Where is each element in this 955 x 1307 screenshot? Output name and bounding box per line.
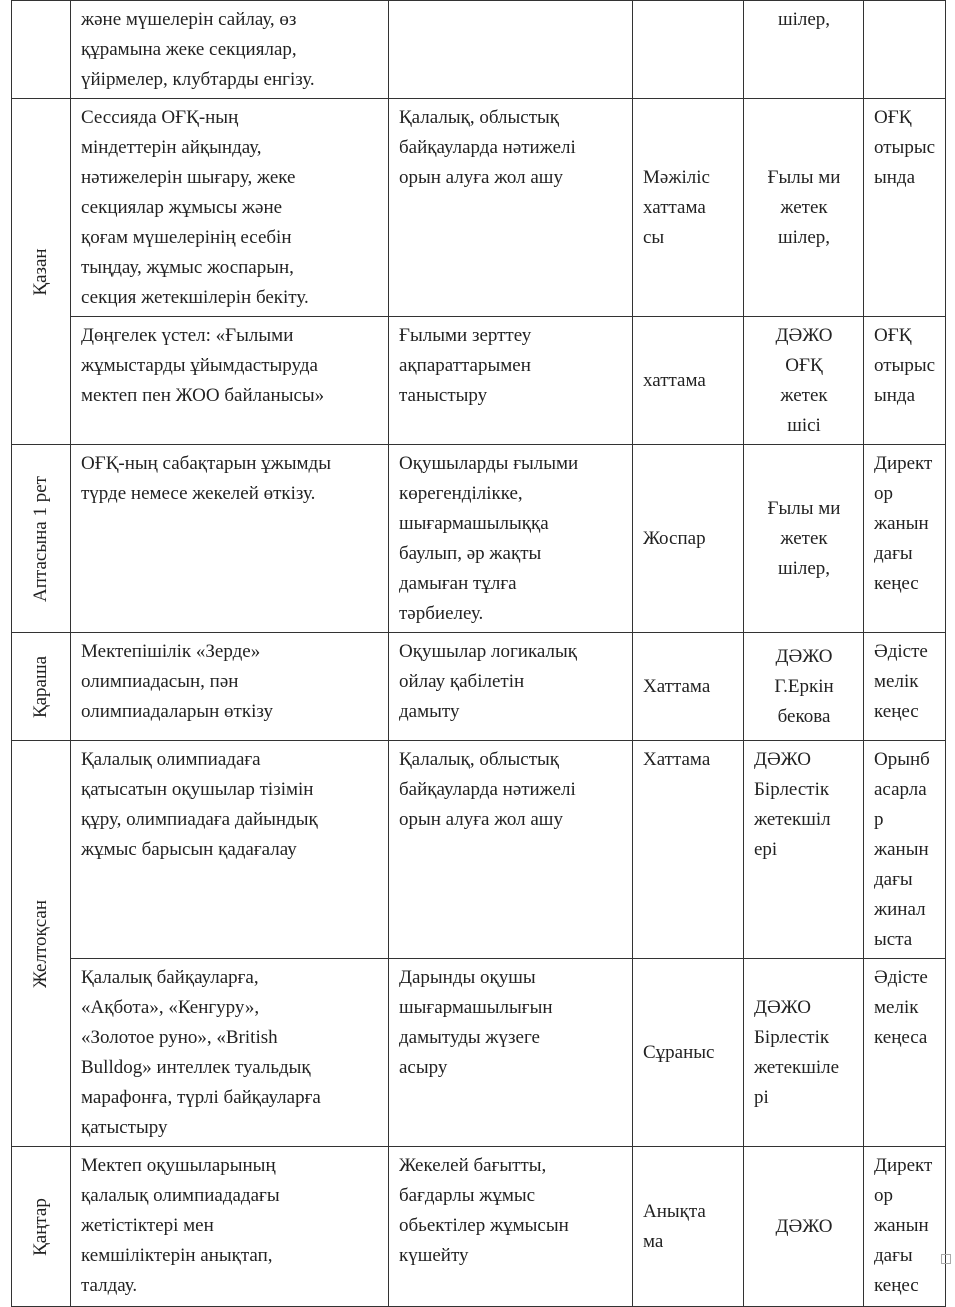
where-line: Директ [874, 453, 933, 474]
form-cell [633, 317, 744, 445]
goal-line: таныстыру [399, 385, 488, 406]
event-line: олимпиадасын, пән [81, 671, 239, 692]
resp-line: жетек [780, 385, 828, 406]
event-line: Дөңгелек үстел: «Ғылыми [81, 325, 294, 346]
form-cell [633, 1147, 744, 1307]
event-cell [71, 445, 389, 633]
resp-line: шілер, [777, 227, 831, 248]
month-cell [12, 1, 71, 99]
goal-cell [389, 99, 633, 317]
goal-line: күшейту [399, 1245, 469, 1266]
form-line: Хаттама [643, 749, 711, 770]
form-line: хаттама [643, 370, 706, 391]
where-line: кеңес [874, 573, 919, 594]
where-line: р [874, 809, 884, 830]
where-line: Директ [874, 1155, 933, 1176]
where-line: отырыс [874, 355, 936, 376]
goal-line: ақпараттарымен [399, 355, 531, 376]
where-line: ында [874, 385, 916, 406]
goal-cell [389, 741, 633, 959]
resp-cell [744, 99, 864, 317]
month-cell [12, 445, 71, 633]
where-cell [864, 1147, 946, 1307]
goal-line: шығармашылыққа [399, 513, 549, 534]
where-line: жанын [874, 1215, 929, 1236]
event-cell [71, 317, 389, 445]
form-cell [633, 959, 744, 1147]
event-line: түрде немесе жекелей өткізу. [81, 483, 316, 504]
resp-line: ДӘЖО [775, 1216, 833, 1237]
where-line: Орынб [874, 749, 930, 770]
form-cell [633, 1, 744, 99]
goal-line: обьектілер жұмысын [399, 1215, 569, 1236]
resp-cell [744, 741, 864, 959]
resp-line: рі [754, 1087, 769, 1108]
resp-line: Ғылы ми [767, 498, 841, 519]
event-line: қалалық олимпиададағы [81, 1185, 280, 1206]
event-line: және мүшелерін сайлау, өз [81, 9, 297, 30]
where-line: мелік [874, 997, 919, 1018]
where-line: дағы [874, 869, 913, 890]
month-cell [12, 1147, 71, 1307]
form-line: Сұраныс [643, 1042, 715, 1063]
where-line: дағы [874, 1245, 913, 1266]
resp-line: Г.Еркін [774, 676, 834, 697]
event-cell [71, 1147, 389, 1307]
resp-line: жетек [780, 528, 828, 549]
event-line: кемшіліктерін анықтап, [81, 1245, 273, 1266]
form-line: Анықта [643, 1201, 706, 1222]
month-label: Қараша [30, 655, 51, 718]
goal-line: баулып, әр жақты [399, 543, 542, 564]
resp-line: жетекшіле [754, 1057, 840, 1078]
resp-line: ДӘЖО [754, 997, 811, 1018]
where-line: отырыс [874, 137, 936, 158]
event-line: ОҒҚ-ның сабақтарын ұжымды [81, 453, 331, 474]
goal-cell [389, 633, 633, 741]
goal-line: тәрбиелеу. [399, 603, 484, 624]
resp-line: шілер, [777, 558, 831, 579]
month-cell [12, 741, 71, 1147]
resp-cell [744, 445, 864, 633]
event-line: Қалалық байқауларға, [81, 967, 259, 988]
event-line: Мектеп оқушыларының [81, 1155, 276, 1176]
form-cell [633, 445, 744, 633]
month-label: Қаңтар [30, 1197, 51, 1256]
form-line: Жоспар [643, 528, 706, 549]
event-cell [71, 741, 389, 959]
resp-line: ері [754, 839, 778, 860]
resp-line: Бірлестік [754, 1027, 830, 1048]
event-line: құру, олимпиадаға дайындық [81, 809, 318, 830]
where-line: Әдісте [874, 967, 928, 988]
where-line: мелік [874, 671, 919, 692]
goal-line: дамытуды жүзеге [399, 1027, 540, 1048]
month-label: Желтоқсан [30, 899, 51, 988]
form-cell [633, 99, 744, 317]
resp-cell [744, 1, 864, 99]
month-cell [12, 633, 71, 741]
where-line: жанын [874, 513, 929, 534]
event-line: Қалалық олимпиадаға [81, 749, 261, 770]
event-line: жетістіктері мен [81, 1215, 214, 1236]
event-line: марафонға, түрлі байқауларға [81, 1087, 321, 1108]
where-line: ОҒҚ [874, 325, 912, 346]
goal-line: асыру [399, 1057, 448, 1078]
event-line: олимпиадаларын өткізу [81, 701, 273, 722]
event-line: қатыстыру [81, 1117, 168, 1138]
where-cell [864, 741, 946, 959]
event-line: Bulldog» интеллек туальдық [81, 1057, 311, 1078]
resp-cell [744, 959, 864, 1147]
resp-line: Бірлестік [754, 779, 830, 800]
where-line: ыста [874, 929, 913, 950]
goal-line: дамыған тұлға [399, 573, 517, 594]
where-cell [864, 445, 946, 633]
table-row [12, 959, 946, 1147]
goal-line: Ғылыми зерттеу [399, 325, 532, 346]
resp-line: жетек [780, 197, 828, 218]
where-line: ор [874, 483, 893, 504]
event-line: секция жетекшілерін бекіту. [81, 287, 309, 308]
goal-line: Дарынды оқушы [399, 967, 536, 988]
form-cell [633, 741, 744, 959]
event-cell [71, 99, 389, 317]
resp-line: шісі [787, 415, 821, 436]
resp-line: Ғылы ми [767, 167, 841, 188]
event-cell [71, 959, 389, 1147]
goal-line: ойлау қабілетін [399, 671, 525, 692]
event-line: нәтижелерін шығару, жеке [81, 167, 296, 188]
form-line: ма [643, 1231, 664, 1252]
event-cell [71, 633, 389, 741]
table-row [12, 99, 946, 317]
event-line: «Ақбота», «Кенгуру», [81, 997, 260, 1018]
table-row [12, 1, 946, 99]
event-line: талдау. [81, 1275, 138, 1296]
form-line: Мәжіліс [643, 167, 710, 188]
event-line: жұмыстарды ұйымдастыруда [81, 355, 318, 376]
form-line: сы [643, 227, 665, 248]
event-line: құрамына жеке секциялар, [81, 39, 297, 60]
where-line: кеңес [874, 1275, 919, 1296]
event-line: тыңдау, жұмыс жоспарын, [81, 257, 294, 278]
resp-cell [744, 1147, 864, 1307]
resp-line: ДӘЖО [754, 749, 811, 770]
where-line: ында [874, 167, 916, 188]
event-line: қатысатын оқушылар тізімін [81, 779, 314, 800]
form-line: Хаттама [643, 676, 711, 697]
event-line: секциялар жұмысы және [81, 197, 283, 218]
event-line: мектеп пен ЖОО байланысы» [81, 385, 325, 406]
table-row [12, 317, 946, 445]
table-row [12, 445, 946, 633]
month-label: Қазан [30, 247, 51, 296]
goal-cell [389, 1147, 633, 1307]
where-line: дағы [874, 543, 913, 564]
resp-cell [744, 317, 864, 445]
event-line: үйірмелер, клубтарды енгізу. [81, 69, 315, 90]
where-cell [864, 1, 946, 99]
goal-line: орын алуға жол ашу [399, 809, 563, 830]
goal-line: Қалалық, облыстық [399, 107, 560, 128]
where-line: кеңес [874, 701, 919, 722]
month-label: Аптасына 1 рет [30, 475, 51, 602]
where-line: асарла [874, 779, 927, 800]
goal-line: Қалалық, облыстық [399, 749, 560, 770]
goal-line: Оқушылар логикалық [399, 641, 577, 662]
goal-line: шығармашылығын [399, 997, 553, 1018]
goal-line: орын алуға жол ашу [399, 167, 563, 188]
goal-line: байқауларда нәтижелі [399, 779, 576, 800]
where-line: кеңеса [874, 1027, 928, 1048]
goal-line: Жекелей бағытты, [399, 1155, 547, 1176]
goal-line: Оқушыларды ғылыми [399, 453, 579, 474]
resp-line: ДӘЖО [775, 646, 833, 667]
goal-cell [389, 445, 633, 633]
where-line: ОҒҚ [874, 107, 912, 128]
where-cell [864, 317, 946, 445]
event-line: міндеттерін айқындау, [81, 137, 262, 158]
event-line: «Золотое руно», «British [81, 1027, 278, 1048]
resp-line: шілер, [777, 9, 831, 30]
table-row [12, 741, 946, 959]
where-line: жанын [874, 839, 929, 860]
goal-cell [389, 1, 633, 99]
goal-cell [389, 959, 633, 1147]
resp-cell [744, 633, 864, 741]
event-line: Сессияда ОҒҚ-ның [81, 107, 239, 128]
where-line: ор [874, 1185, 893, 1206]
resp-line: жетекшіл [754, 809, 831, 830]
table-row [12, 633, 946, 741]
where-cell [864, 959, 946, 1147]
where-cell [864, 633, 946, 741]
goal-line: көрегенділікке, [399, 483, 523, 504]
resp-line: ДӘЖО [775, 325, 833, 346]
resp-line: бекова [777, 706, 831, 727]
goal-line: дамыту [399, 701, 460, 722]
table-row [12, 1147, 946, 1307]
plan-table [11, 0, 946, 1307]
event-cell [71, 1, 389, 99]
where-line: жинал [874, 899, 926, 920]
goal-line: байқауларда нәтижелі [399, 137, 576, 158]
event-line: жұмыс барысын қадағалау [81, 839, 297, 860]
form-line: хаттама [643, 197, 706, 218]
goal-cell [389, 317, 633, 445]
event-line: Мектепішілік «Зерде» [81, 641, 261, 662]
event-line: қоғам мүшелерінің есебін [81, 227, 292, 248]
where-cell [864, 99, 946, 317]
resp-line: ОҒҚ [785, 355, 823, 376]
month-cell [12, 99, 71, 445]
form-cell [633, 633, 744, 741]
corner-marker [941, 1254, 951, 1264]
goal-line: бағдарлы жұмыс [399, 1185, 536, 1206]
where-line: Әдісте [874, 641, 928, 662]
